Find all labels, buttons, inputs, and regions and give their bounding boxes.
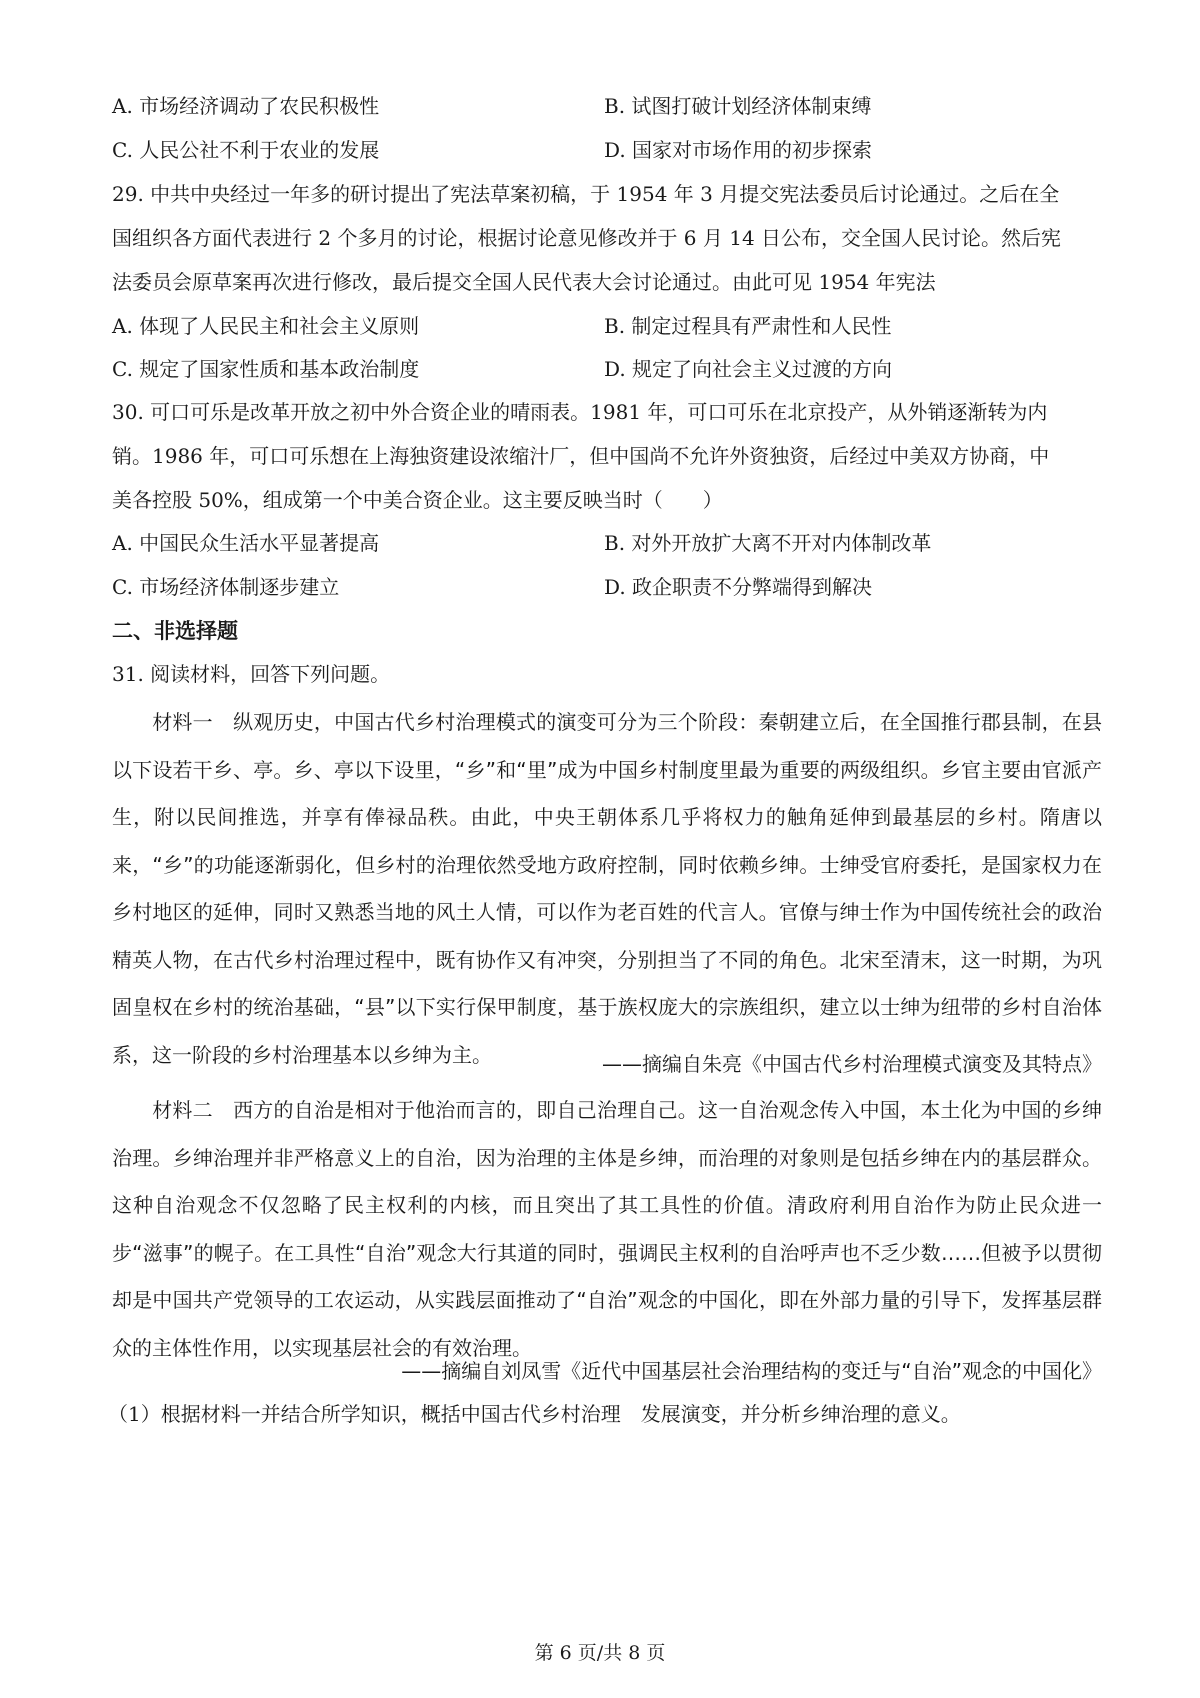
q29-stem-line-1: 29. 中共中央经过一年多的研讨提出了宪法草案初稿，于 1954 年 3 月提交宪法委员后讨论通过。之后在全: [112, 182, 1060, 206]
q29-options-row-2: [112, 354, 1102, 384]
page-number: 第 6 页/共 8 页: [534, 1642, 666, 1664]
section-heading: 二、非选择题: [112, 619, 238, 643]
q31-material-1-text: 材料一 纵观历史，中国古代乡村治理模式的演变可分为三个阶段：秦朝建立后，在全国推行郡县制，在县以下设若干乡、亭。乡、亭以下设里，“乡”和“里”成为中国乡村制度里最为重要的两级组织。乡官主要由官派产生，附以民间推选，并享有俸禄品秩。由此，中央王朝体系几乎将权力的触角延伸到最基层的乡村。隋唐以来，“乡”的功能逐渐弱化，但乡村的治理依然受地方政府控制，同时依赖乡绅。士绅受官府委托，是国家权力在乡村地区的延伸，同时又熟悉当地的风土人情，可以作为老百姓的代言人。官僚与绅士作为中国传统社会的政治精英人物，在古代乡村治理过程中，既有协作又有冲突，分别担当了不同的角色。北宋至清末，这一时期，为巩固皇权在乡村的统治基础，“县”以下实行保甲制度，基于族权庞大的宗族组织，建立以士绅为纽带的乡村自治体系，这一阶段的乡村治理基本以乡绅为主。: [112, 710, 1102, 1067]
q30-stem-line-2: 销。1986 年，可口可乐想在上海独资建设浓缩汁厂，但中国尚不允许外资独资，后经过中美双方协商，中: [112, 444, 1050, 468]
q31-material-2-text: 材料二 西方的自治是相对于他治而言的，即自己治理自己。这一自治观念传入中国，本土化为中国的乡绅治理。乡绅治理并非严格意义上的自治，因为治理的主体是乡绅，而治理的对象则是包括乡绅在内的基层群众。这种自治观念不仅忽略了民主权利的内核，而且突出了其工具性的价值。清政府利用自治作为防止民众进一步“滋事”的幌子。在工具性“自治”观念大行其道的同时，强调民主权利的自治呼声也不乏少数……但被予以贯彻却是中国共产党领导的工农运动，从实践层面推动了“自治”观念的中国化，即在外部力量的引导下，发挥基层群众的主体性作用，以实现基层社会的有效治理。: [112, 1098, 1102, 1360]
q31-material-1: [112, 699, 1102, 1079]
q28-option-b[interactable]: B. 试图打破计划经济体制束缚: [604, 94, 872, 118]
q29-option-a[interactable]: A. 体现了人民民主和社会主义原则: [112, 314, 420, 338]
q29-option-c[interactable]: C. 规定了国家性质和基本政治制度: [112, 357, 420, 381]
q28-option-a[interactable]: A. 市场经济调动了农民积极性: [112, 94, 380, 118]
q29-option-b[interactable]: B. 制定过程具有严肃性和人民性: [604, 314, 892, 338]
q30-option-d[interactable]: D. 政企职责不分弊端得到解决: [604, 575, 873, 599]
q31-stem: 31. 阅读材料，回答下列问题。: [112, 662, 391, 686]
q31-source-2: ——摘编自刘凤雪《近代中国基层社会治理结构的变迁与“自治”观念的中国化》: [401, 1359, 1102, 1383]
q29-option-d[interactable]: D. 规定了向社会主义过渡的方向: [604, 357, 893, 381]
q30-options-row-1: [112, 528, 1102, 558]
q31-material-2: [112, 1087, 1102, 1372]
q30-stem-line-1: 30. 可口可乐是改革开放之初中外合资企业的晴雨表。1981 年，可口可乐在北京投产，从外销逐渐转为内: [112, 400, 1048, 424]
q28-options-row-2: [112, 135, 1102, 165]
q30-stem-line-3: 美各控股 50%，组成第一个中美合资企业。这主要反映当时（ ）: [112, 488, 723, 512]
q30-option-b[interactable]: B. 对外开放扩大离不开对内体制改革: [604, 531, 932, 555]
q28-options-row-1: [112, 91, 1102, 121]
q29-stem-line-3: 法委员会原草案再次进行修改，最后提交全国人民代表大会讨论通过。由此可见 1954 年宪法: [112, 270, 936, 294]
q31-subquestion-1: （1）根据材料一并结合所学知识，概括中国古代乡村治理 发展演变，并分析乡绅治理的意义。: [108, 1402, 961, 1426]
q28-option-c[interactable]: C. 人民公社不利于农业的发展: [112, 138, 380, 162]
q30-options-row-2: [112, 572, 1102, 602]
q30-option-c[interactable]: C. 市场经济体制逐步建立: [112, 575, 340, 599]
q29-stem-line-2: 国组织各方面代表进行 2 个多月的讨论，根据讨论意见修改并于 6 月 14 日公布，交全国人民讨论。然后宪: [112, 226, 1062, 250]
q30-option-a[interactable]: A. 中国民众生活水平显著提高: [112, 531, 380, 555]
q28-option-d[interactable]: D. 国家对市场作用的初步探索: [604, 138, 873, 162]
q29-options-row-1: [112, 311, 1102, 341]
q31-source-1: ——摘编自朱亮《中国古代乡村治理模式演变及其特点》: [602, 1052, 1102, 1076]
